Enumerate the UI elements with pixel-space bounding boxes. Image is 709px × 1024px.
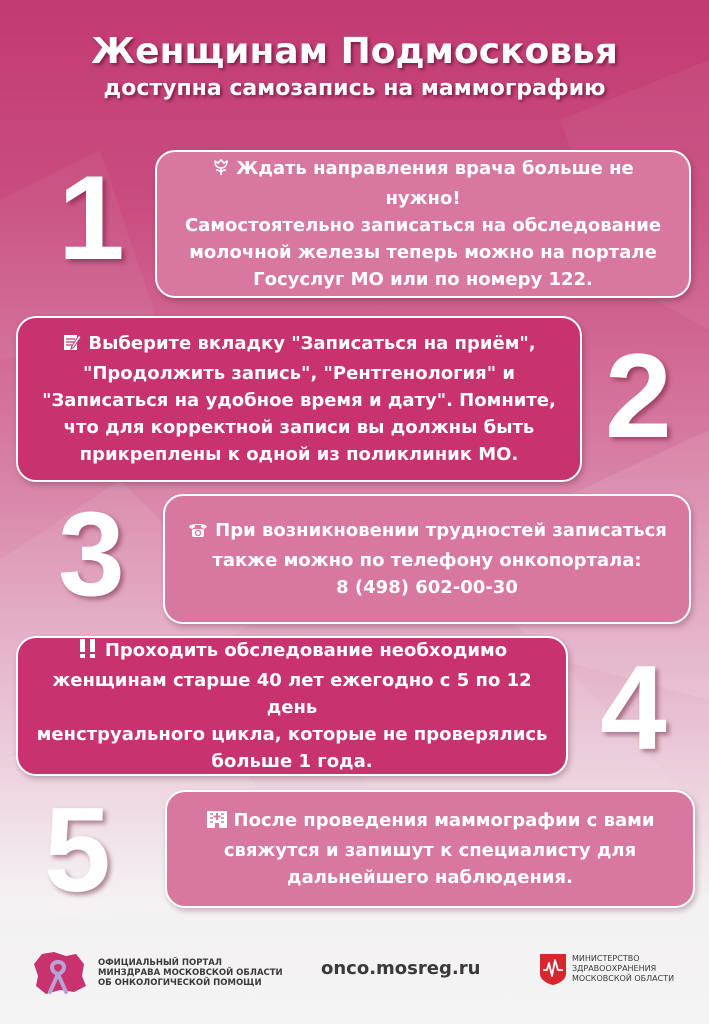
step-2-line-3: "Записаться на удобное время и дату". Помните, (42, 390, 556, 411)
portal-line-1: ОФИЦИАЛЬНЫЙ ПОРТАЛ (98, 958, 222, 968)
ministry-emblem (538, 952, 568, 990)
step-2-line-4: что для корректной записи вы должны быть (63, 417, 535, 438)
ministry-line-1: МИНИСТЕРСТВО (572, 954, 640, 963)
step-2-line-2: "Продолжить запись", "Рентгенология" и (82, 363, 515, 384)
portal-line-2: МИНЗДРАВА МОСКОВСКОЙ ОБЛАСТИ (98, 968, 283, 978)
step-1-line-3: молочной железы теперь можно на портале (189, 242, 657, 263)
notepad-pencil-icon (62, 332, 82, 360)
step-1-line-4: Госуслуг МО или по номеру 122. (253, 269, 593, 290)
step-4-line-4: больше 1 года. (211, 751, 373, 772)
step-card-5 (165, 790, 695, 908)
portal-name (98, 958, 308, 988)
step-number-1: 1 (58, 151, 125, 285)
step-1-line-1: Ждать направления врача больше не нужно! (236, 158, 634, 209)
page-subtitle: доступна самозапись на маммографию (103, 76, 606, 101)
tulip-icon (212, 158, 230, 185)
step-card-1 (155, 150, 691, 298)
step-3-line-1: При возникновении трудностей записаться (215, 520, 667, 541)
step-number-4: 4 (600, 641, 667, 775)
hospital-icon (206, 809, 228, 837)
step-5-line-1: После проведения маммографии с вами (233, 810, 655, 831)
ministry-name (572, 954, 702, 984)
step-5-line-3: дальнейшего наблюдения. (287, 867, 573, 888)
step-card-2 (16, 316, 582, 482)
step-number-5: 5 (44, 783, 111, 917)
step-4-line-3: менструального цикла, которые не проверялись (36, 724, 548, 745)
step-2-line-1: Выберите вкладку "Записаться на приём", (88, 333, 536, 354)
footer (0, 940, 709, 1000)
step-card-4 (16, 636, 568, 776)
step-2-line-5: прикреплены к одной из поликлиник МО. (79, 444, 519, 465)
step-3-line-2: также можно по телефону онкопортала: (212, 550, 642, 571)
site-link[interactable]: onco.mosreg.ru (321, 958, 481, 979)
step-4-line-1: Проходить обследование необходимо (104, 640, 508, 661)
page-title: Женщинам Подмосковья (91, 31, 618, 72)
header (0, 30, 709, 104)
ministry-line-3: МОСКОВСКОЙ ОБЛАСТИ (572, 974, 675, 983)
double-exclamation-icon (77, 637, 99, 667)
step-card-3 (163, 494, 691, 624)
step-4-line-2: женщинам старше 40 лет ежегодно с 5 по 12 день (52, 670, 532, 718)
step-1-line-2: Самостоятельно записаться на обследование (184, 215, 662, 236)
step-5-line-2: свяжутся и запишут к специалисту для (223, 840, 637, 861)
telephone-icon (187, 520, 209, 547)
portal-line-3: ОБ ОНКОЛОГИЧЕСКОЙ ПОМОЩИ (98, 978, 262, 988)
step-number-3: 3 (58, 487, 125, 621)
ministry-line-2: ЗДРАВООХРАНЕНИЯ (572, 964, 657, 973)
step-3-phone: 8 (498) 602-00-30 (336, 577, 518, 598)
onco-portal-logo (28, 946, 92, 1002)
step-number-2: 2 (605, 329, 672, 463)
